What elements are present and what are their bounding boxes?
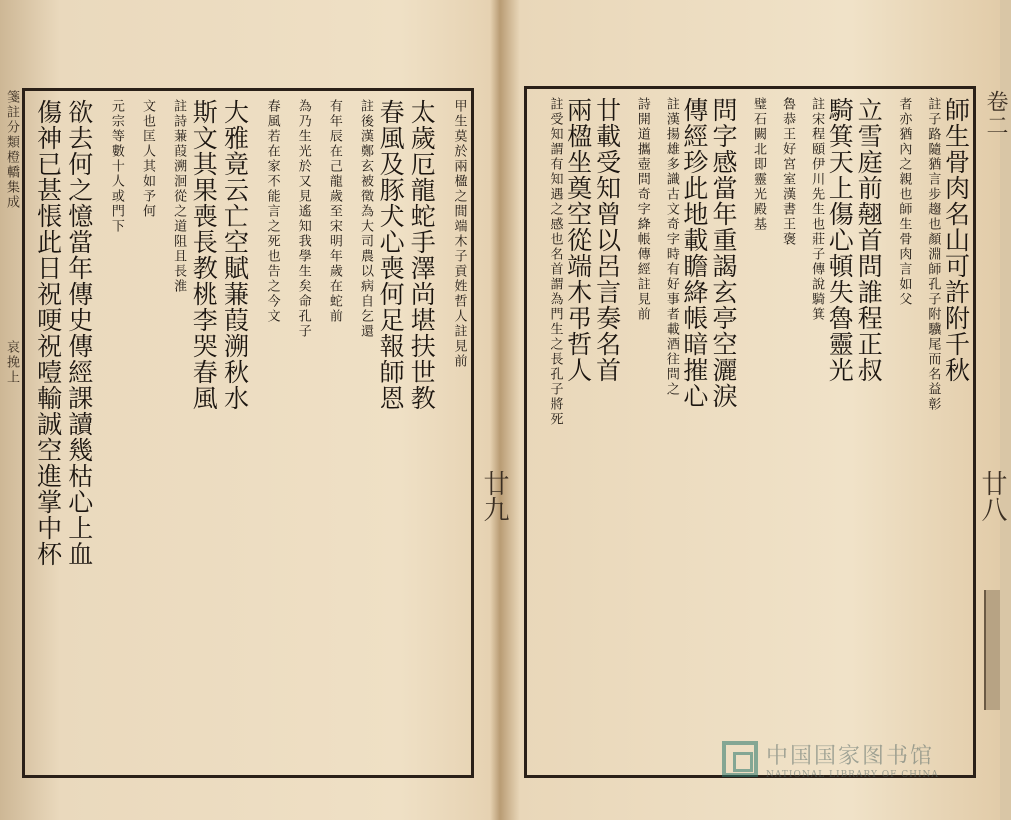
left-text-column: 元宗等數十人或門下 — [108, 99, 124, 234]
right-text-column: 璧石闕北即靈光殿基 — [751, 97, 766, 232]
left-text-column: 文也匡人其如予何 — [140, 99, 155, 219]
right-text-column: 騎箕天上傷心頓失魯靈光 — [825, 97, 855, 383]
left-text-column: 欲去何之憶當年傳史傳經課讀幾枯心上血 — [64, 99, 94, 567]
left-text-column: 春風若在家不能言之死也告之今文 — [264, 99, 280, 324]
right-text-column: 者亦猶內之親也師生骨肉言如父 — [896, 97, 912, 307]
left-text-column: 太歲厄龍蛇手澤尚堪扶世教 — [407, 99, 437, 411]
left-text-column: 為乃生光於又見遙知我學生矣命孔子 — [295, 99, 311, 339]
left-page-number: 廿九 — [479, 470, 509, 522]
right-text-column: 問字感當年重謁玄亭空灑淚 — [708, 97, 738, 409]
right-edge-title: 卷二 — [983, 90, 1008, 138]
right-text-column: 廿載受知曾以呂言奏名首 — [592, 97, 622, 383]
left-text-column: 註詩蒹葭溯洄從之道阻且長淮 — [171, 99, 187, 294]
right-text-column: 師生骨肉名山可許附千秋 — [941, 97, 971, 383]
right-text-column: 詩開道攜壺問奇字絳帳傳經註見前 — [634, 97, 650, 322]
library-logo-icon — [722, 741, 758, 777]
left-text-column: 註後漢鄭玄被徵為大司農以病自乞還 — [358, 99, 373, 339]
library-watermark — [722, 734, 972, 784]
right-text-column: 立雪庭前翹首問誰程正叔 — [854, 97, 884, 383]
left-text-column: 大雅竟云亡空賦蒹葭溯秋水 — [220, 99, 250, 411]
watermark-chinese: 中国国家图书馆 — [766, 743, 935, 769]
right-text-column: 註宋程頤伊川先生也莊子傳說騎箕 — [809, 97, 825, 322]
left-text-column: 春風及豚犬心喪何足報師恩 — [376, 99, 406, 411]
left-text-column: 甲生莫於兩楹之間端木子貢姓哲人註見前 — [451, 99, 467, 369]
right-text-column: 註漢揚雄多識古文奇字時有好事者載酒往問之 — [663, 97, 679, 397]
right-text-column: 傳經珍此地載瞻絳帳暗摧心 — [679, 97, 709, 409]
left-text-column: 傷神已甚悵此日祝哽祝噎輸誠空進掌中杯 — [33, 99, 63, 567]
right-text-column: 註受知謂有知遇之感也名首謂為門生之長孔子將死 — [547, 97, 563, 427]
left-edge-title: 箋註分類橙轎集成 — [4, 90, 19, 210]
left-text-frame — [22, 88, 474, 778]
right-text-frame — [524, 86, 976, 778]
right-text-column: 魯恭王好宮室漢書王褒 — [780, 97, 796, 247]
right-text-column: 註子路隨猶言步趨也顏淵師孔子附驥尾而名益彰 — [925, 97, 941, 412]
right-text-column: 兩楹坐奠空從端木弔哲人 — [563, 97, 593, 383]
left-text-column: 有年辰在己龍歲至宋明年歲在蛇前 — [326, 99, 342, 324]
watermark-english: NATIONAL LIBRARY OF CHINA — [766, 769, 939, 780]
right-page-number: 廿八 — [977, 470, 1007, 522]
page-edge-tab — [984, 590, 1000, 710]
left-edge-section: 哀挽上 — [4, 340, 19, 385]
left-text-column: 斯文其果喪長教桃李哭春風 — [189, 99, 219, 411]
right-page — [502, 0, 1008, 820]
